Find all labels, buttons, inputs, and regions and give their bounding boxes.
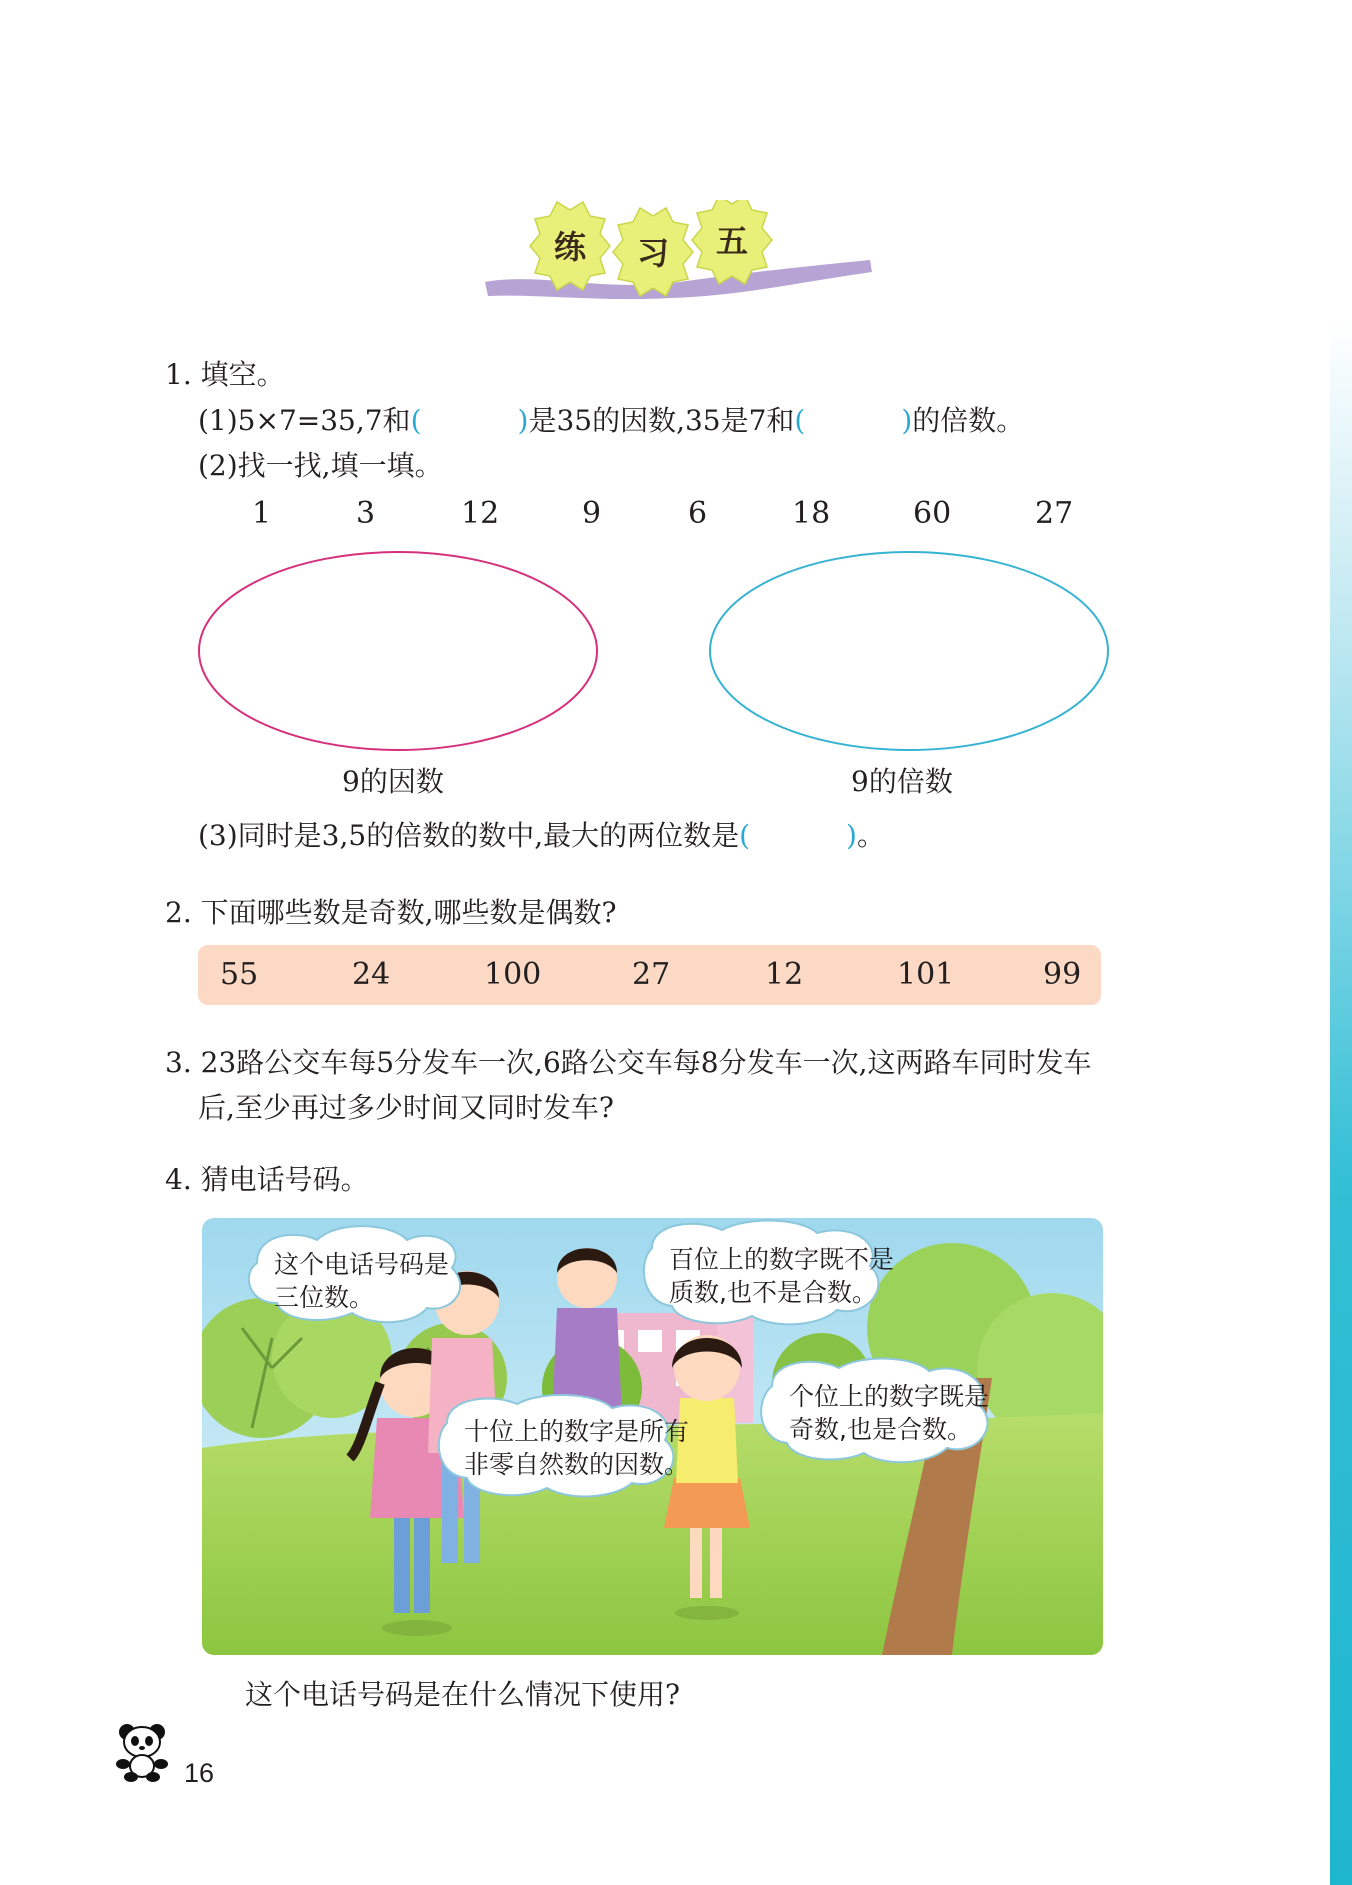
number-item: 3: [356, 496, 376, 531]
bubble-1-line-1: 这个电话号码是: [274, 1250, 450, 1279]
q1-part1-middle: 是35的因数,35是7和: [528, 404, 795, 437]
factors-ellipse[interactable]: [195, 548, 605, 758]
page-edge-bar: [1330, 320, 1352, 1885]
q4-heading: 4. 猜电话号码。: [165, 1163, 369, 1196]
panda-icon: [113, 1720, 173, 1782]
number-item: 101: [897, 957, 955, 992]
speech-bubble-3: [439, 1395, 689, 1496]
title-char-1: 练: [553, 228, 587, 266]
blank-paren-close: ): [901, 404, 913, 437]
bubble-4-line-2: 奇数,也是合数。: [789, 1415, 972, 1444]
blank-paren-close: ): [846, 819, 857, 852]
number-box: [198, 945, 1101, 1005]
number-item: 27: [632, 957, 671, 992]
number-item: 55: [220, 957, 259, 992]
speech-bubble-1: [249, 1226, 460, 1322]
q3-line2: 后,至少再过多少时间又同时发车?: [198, 1091, 614, 1124]
q1-part1-prefix: (1)5×7=35,7和: [198, 404, 411, 437]
bubble-1-line-2: 三位数。: [274, 1283, 375, 1312]
q1-part1-suffix: 的倍数。: [912, 404, 1025, 437]
number-item: 12: [461, 496, 500, 531]
number-item: 99: [1043, 957, 1082, 992]
number-item: 18: [792, 496, 831, 531]
q1-part2: (2)找一找,填一填。: [198, 449, 443, 482]
blank-paren-open: (: [739, 819, 751, 852]
title-star-3: [692, 200, 772, 284]
blank-paren-close: ): [517, 404, 529, 437]
multiples-ellipse[interactable]: [706, 548, 1116, 758]
bubble-3-line-2: 非零自然数的因数。: [464, 1450, 690, 1479]
q2-heading: 2. 下面哪些数是奇数,哪些数是偶数?: [165, 896, 617, 929]
q1-part3-suffix: 。: [856, 819, 885, 852]
number-item: 27: [1035, 496, 1074, 531]
number-item: 12: [765, 957, 804, 992]
title-char-2: 习: [636, 234, 670, 272]
number-item: 9: [582, 496, 602, 531]
q3-line1: 3. 23路公交车每5分发车一次,6路公交车每8分发车一次,这两路车同时发车: [165, 1046, 1092, 1079]
number-item: 100: [484, 957, 542, 992]
page-number: 16: [184, 1758, 215, 1788]
number-item: 60: [913, 496, 952, 531]
title-char-3: 五: [715, 222, 749, 260]
illustration-canvas: [202, 1218, 1103, 1655]
speech-bubble-2: [644, 1221, 894, 1325]
multiples-label: 9的倍数: [851, 765, 953, 798]
bubble-2-line-2: 质数,也不是合数。: [669, 1278, 877, 1307]
blank-paren-open: (: [794, 404, 806, 437]
number-item: 6: [688, 496, 708, 531]
q1-part3-prefix: (3)同时是3,5的倍数的数中,最大的两位数是: [198, 819, 740, 852]
section-title-banner: [480, 200, 880, 310]
q1-heading: 1. 填空。: [165, 358, 285, 391]
title-star-1: [530, 202, 610, 290]
bubble-4-line-1: 个位上的数字既是: [789, 1382, 990, 1411]
bubble-3-line-1: 十位上的数字是所有: [464, 1417, 690, 1446]
q1-part1: [198, 401, 1024, 441]
number-item: 24: [352, 957, 391, 992]
bubble-2-line-1: 百位上的数字既不是: [669, 1245, 895, 1274]
q4-question: 这个电话号码是在什么情况下使用?: [245, 1678, 681, 1711]
blank-paren-open: (: [410, 404, 422, 437]
factors-label: 9的因数: [342, 765, 444, 798]
number-item: 1: [252, 496, 272, 531]
phone-number-illustration: [202, 1218, 1103, 1655]
speech-bubble-4: [761, 1359, 989, 1463]
q1-part3: [198, 816, 885, 856]
